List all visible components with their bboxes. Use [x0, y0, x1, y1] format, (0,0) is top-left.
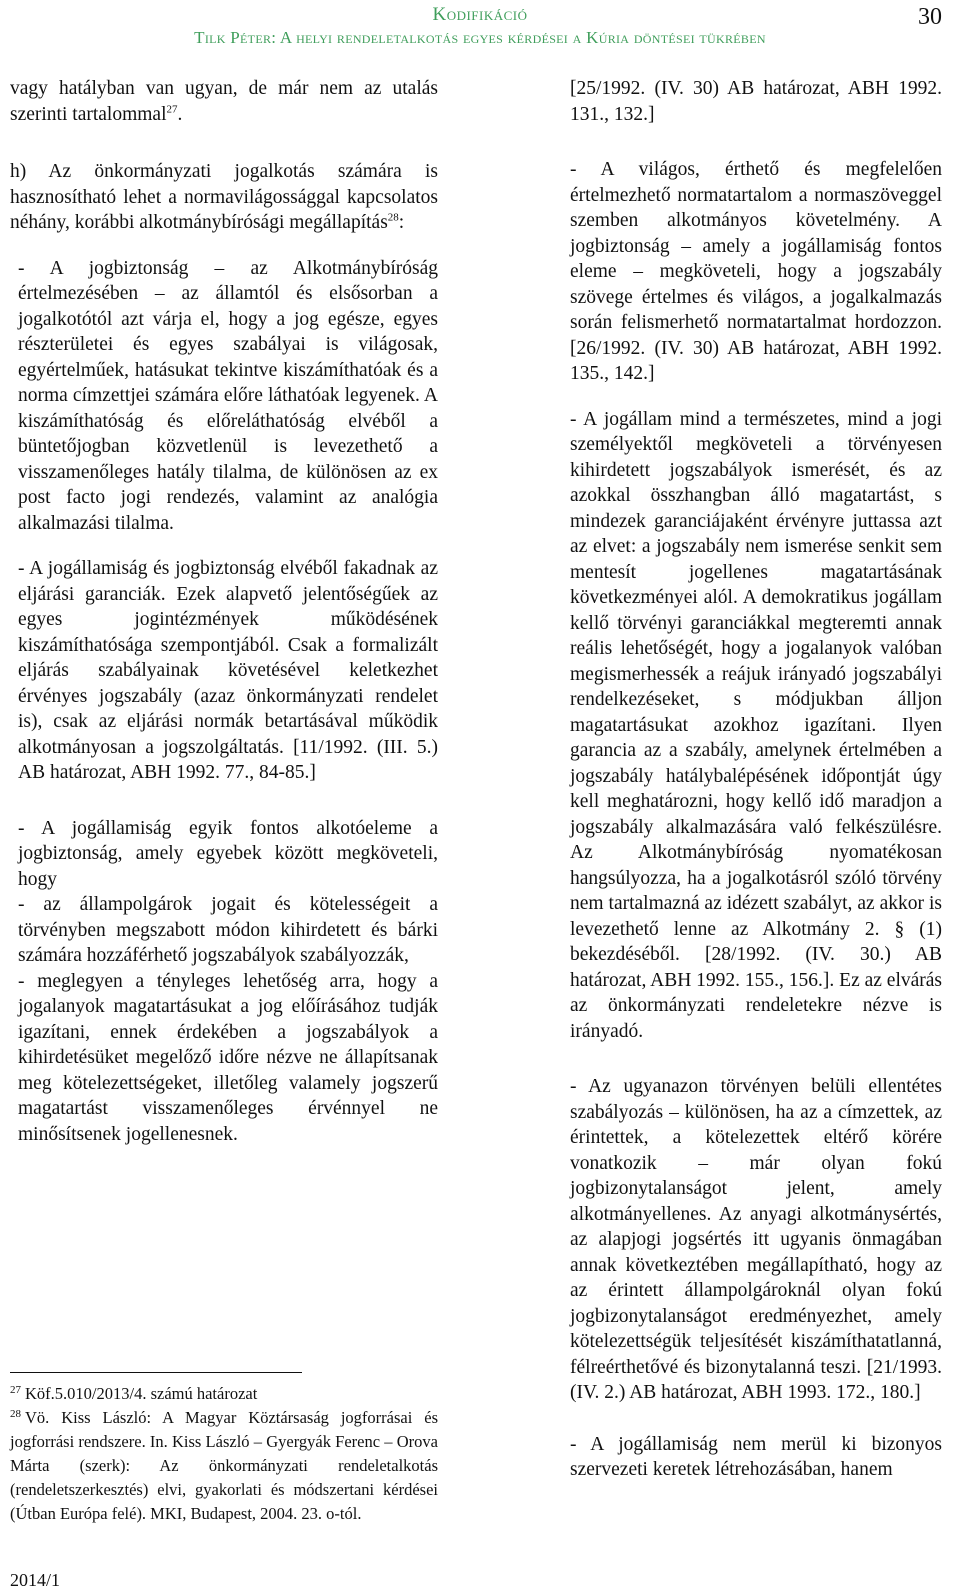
paragraph-h-intro: h) Az önkormányzati jogalkotás számára is hasznosítható lehet a normavilágossággal kapcsolatos néhány, korábbi alkotmánybírósági megállapítás$^{28}$: [10, 161, 438, 233]
paragraph-eljarasi-garanciak: - A jogállamiság és jogbiztonság elvéből fakadnak az eljárási garanciák. Ezek alapvető jelentőségűek az egyes jogintézmények működésének kiszámíthatósága szempontjából. Csak a formalizált eljárás szabályainak követésével keletkezhet érvényes jogszabály (azaz önkormányzati rendelet is), csak az eljárási normák betartásával működik alkotmányosan a jogszolgáltatás. [11/1992. (III. 5.) AB határozat, ABH 1992. 77., 84-85.] [18, 558, 438, 783]
citation-continuation: [25/1992. (IV. 30) AB határozat, ABH 1992. 131., 132.] [570, 78, 942, 125]
footnote-28: $^{28}$ Vö. Kiss László: A Magyar Köztársaság jogforrásai és jogforrási rendszere. In. Kiss László – Gyergyák Ferenc – Orova Márta (szerk): Az önkormányzati rendeletalkotás (rendeletszerkesztés) elvi, gyakorlati és módszertani kérdései (Útban Európa felé). MKI, Budapest, 2004. 23. o-tól. [10, 1407, 438, 1523]
paragraph-continuation: vagy hatályban van ugyan, de már nem az utalás szerinti tartalommal$^{27}$. [10, 78, 438, 125]
paragraph-list-item-1: - az állampolgárok jogait és kötelességeit a törvényben megszabott módon kihirdetett és bárki számára hozzáférhető jogszabályok szabályozzák, [18, 894, 438, 966]
paragraph-list-item-2: - meglegyen a tényleges lehetőség arra, hogy a jogalanyok magatartásukat a jog előírásához tudják igazítani, ennek érdekében a jogszabályok a kihirdetésüket megelőző időre nézve ne állapítsanak meg kötelezettségeket, illetőleg valamely jogszerű magatartást visszamenőleges érvénnyel ne minősítsenek jogellenesnek. [18, 970, 438, 1145]
footnote-ref-27[interactable]: 27 [166, 103, 178, 115]
article-running-title: Tilk Péter: A helyi rendeletalkotás egyes kérdései a Kúria döntései tükrében [194, 28, 766, 47]
footnote-ref-28[interactable]: 28 [387, 211, 399, 224]
paragraph-jogallamisag: - A jogállamiság egyik fontos alkotóeleme a jogbiztonság, amely egyebek között megköveteli, hogy [18, 817, 438, 890]
journal-title: Kodifikáció [432, 4, 528, 25]
footnote-separator [10, 1372, 302, 1373]
paragraph-normatartalom: - A világos, érthető és megfelelően értelmezhető normatartalom a normaszöveggel szemben alkotmányos követelmény. A jogbiztonság – amely a jogállamiság fontos eleme – megköveteli, hogy a jogszabály szövege értelmes és világos, a jogalkalmazás során felismerhető normatartalmat hordozzon. [26/1992. (IV. 30) AB határozat, ABH 1992. 135., 142.] [570, 159, 942, 384]
page-number: 30 [918, 4, 942, 30]
issue-number: 2014/1 [10, 1570, 61, 1590]
right-column [570, 76, 942, 1503]
footnotes [10, 1382, 438, 1526]
footnote-27: $^{27}$ Köf.5.010/2013/4. számú határozat [10, 1383, 258, 1403]
paragraph-ellentetes-szabalyozas: - Az ugyanazon törvényen belüli ellentétes szabályozás – különösen, ha az a címzettek, az érintettek, a kötelezettek eltérő körére vonatkozik – már olyan fokú jogbizonytalanságot jelent, amely alkotmányellenes. Az anyagi alkotmánysértés, az alapjogi jogsértés itt ugyanis önmagában annak következtében megállapítható, hogy az az érintett állampolgároknál olyan fokú jogbizonytalanságot eredményezhet, amely kötelezettségük teljesítését kiszámíthatatlanná, félreérthetővé és bizonytalanná teszi. [21/1993. (IV. 2.) AB határozat, ABH 1993. 172., 180.] [570, 1076, 942, 1403]
paragraph-jogbiztonsag: - A jogbiztonság – az Alkotmánybíróság értelmezésében – az államtól és elsősorban a jogalkotótól azt várja el, hogy a jog egésze, egyes részterületei és egyes szabályai is világosak, egyértelműek, hatásukat tekintve kiszámíthatóak és a norma címzettjei számára előre láthatóak legyenek. A kiszámíthatóság és előreláthatóság elvéből a büntetőjogban közvetlenül is levezethető a visszamenőleges hatály tilalma, de különösen az ex post facto jogi rendezés, valamint az analógia alkalmazási tilalma. [18, 257, 438, 534]
paragraph-jogallamisag-szervezeti: - A jogállamiság nem merül ki bizonyos szervezeti keretek létrehozásában, hanem [570, 1433, 942, 1480]
paragraph-jogallam-ismeret: - A jogállam mind a természetes, mind a jogi személyektől megköveteli a törvényesen kihirdetett jogszabályok ismerését, és az azokkal összhangban álló magatartást, s mindezek garanciájaként érvényre juttassa azt az elvet: a jogszabály nem ismerése senkit sem mentesít jogellenes magatartásának következményei alól. A demokratikus jogállam kellő törvényi garanciákkal megteremti annak reális lehetőségét, hogy a jogalanyok valóban megismerhessék a reájuk irányadó jogszabályi rendelkezéseket, s módjukban álljon magatartásukat azokhoz igazítani. Ilyen garancia az a szabály, amelynek értelmében a jogszabály hatálybalépésének időpontját úgy kell meghatározni, hogy kellő idő maradjon a jogszabály alkalmazására való felkészülésre. Az Alkotmánybíróság nyomatékosan hangsúlyozza, ha a jogalkotásról szóló törvény nem tartalmazná az idézett szabályt, az akkor is levezethető lenne az Alkotmány 2. § (1) bekezdéséből. [28/1992. (IV. 30.) AB határozat, ABH 1992. 155., 156.]. Ez az elvárás az önkormányzati rendeletekre nézve is irányadó. [570, 408, 943, 1042]
left-column [10, 76, 438, 1147]
